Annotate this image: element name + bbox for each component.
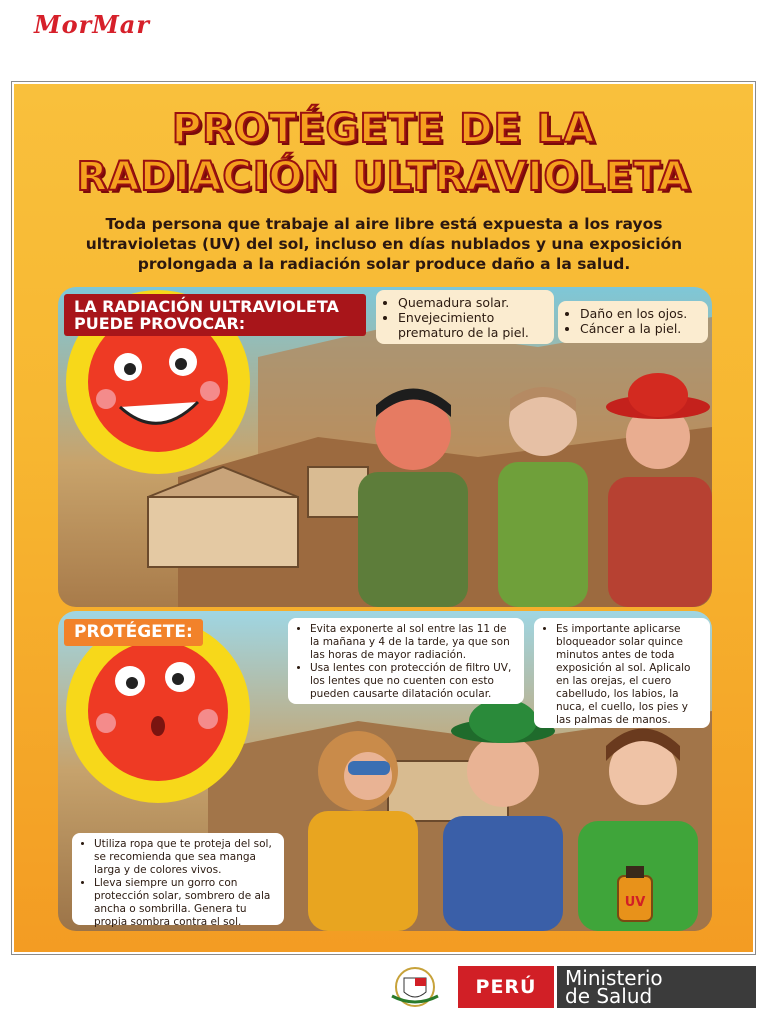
ministry-line1: Ministerio: [565, 966, 663, 990]
poster: [14, 84, 753, 952]
risks-panel: [58, 287, 712, 607]
protect-panel: [58, 611, 712, 931]
list-item: • Cáncer a la piel.: [580, 321, 700, 336]
risks-box-right: [558, 301, 708, 343]
protect-box-right: [534, 618, 710, 728]
bottle-label: UV: [624, 895, 646, 910]
list-item: • Usa lentes con protección de filtro UV, los lentes que no cuenten con esto pueden causarte dilatación ocular.: [310, 662, 516, 701]
peru-coat-of-arms-icon: [382, 966, 448, 1008]
risks-tag-line1: LA RADIACIÓN ULTRAVIOLETA: [74, 297, 339, 316]
protect-tag: PROTÉGETE:: [64, 619, 203, 646]
peru-badge: PERÚ: [458, 966, 554, 1008]
surprised-sun-icon: [66, 619, 250, 803]
woman-figure: [498, 387, 588, 607]
ministry-line2: de Salud: [565, 984, 653, 1008]
protect-box-bottom-left: [72, 833, 284, 928]
list-item: • Evita exponerte al sol entre las 11 de la mañana y 4 de la tarde, ya que son las horas de mayor radiación.: [310, 623, 516, 662]
list-item: • Utiliza ropa que te proteja del sol, se recomienda que sea manga larga y de colores vivos.: [94, 838, 276, 877]
list-item: • Envejecimiento prematuro de la piel.: [398, 310, 546, 340]
protect-box-center: [288, 618, 524, 704]
list-item: • Quemadura solar.: [398, 295, 546, 310]
risks-tag: [64, 294, 366, 336]
poster-title-line2: RADIACIÓN ULTRAVIOLETA: [76, 154, 691, 200]
brand-logo: MorMar: [34, 10, 150, 39]
poster-title-line1: PROTÉGETE DE LA: [171, 106, 596, 152]
list-item: • Es importante aplicarse bloqueador solar quince minutos antes de toda exposición al sol. Aplicalo en las orejas, el cuero cabelludo, los labios, la nuca, el cuello, los pies y las palmas de manos.: [556, 623, 702, 727]
list-item: • Daño en los ojos.: [580, 306, 700, 321]
man-red-hat-figure: [606, 373, 712, 607]
risks-box-left: [376, 290, 554, 344]
risks-tag-line2: PUEDE PROVOCAR:: [74, 314, 246, 333]
poster-frame: [11, 81, 756, 955]
poster-intro: Toda persona que trabaje al aire libre está expuesta a los rayos ultravioletas (UV) del sol, incluso en días nublados y una exposición prolongada a la radiación solar produce daño a la salud.: [85, 215, 683, 273]
list-item: • Lleva siempre un gorro con protección solar, sombrero de ala ancha o sombrilla. Genera tu propia sombra contra el sol.: [94, 877, 276, 929]
ministry-badge: [557, 966, 756, 1008]
